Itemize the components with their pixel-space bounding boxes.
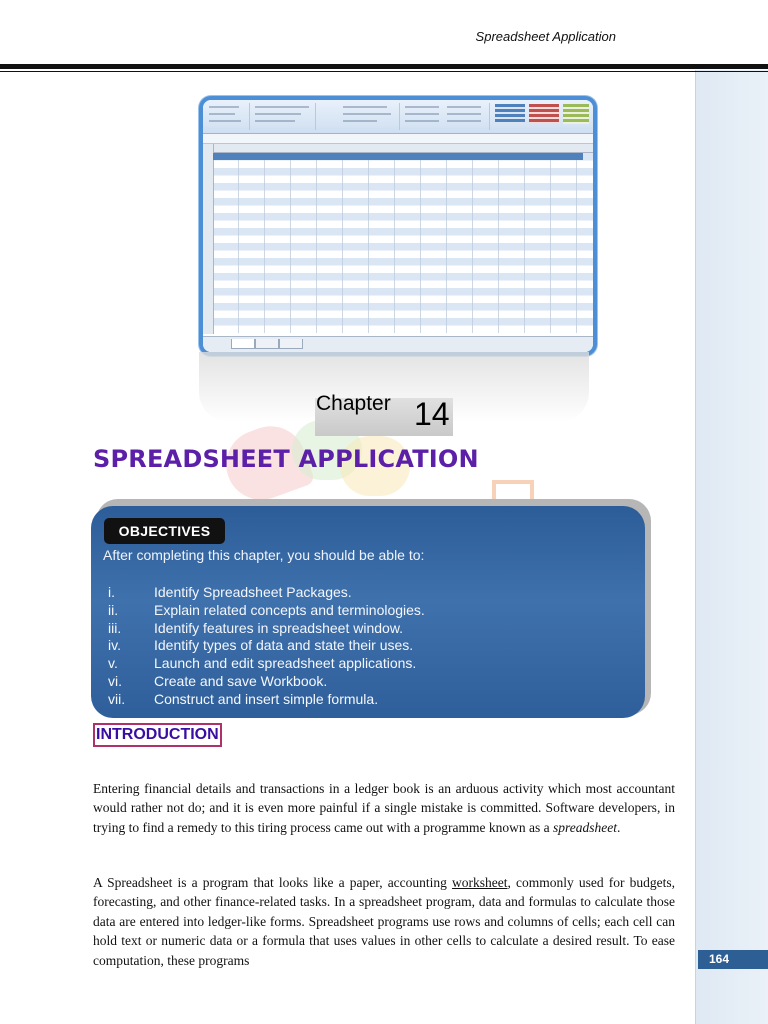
header-rule-thick bbox=[0, 64, 768, 69]
introduction-paragraph-1: Entering financial details and transactions in a ledger book is an arduous activity which most accountant would rather not do; and it is even more painful if a single mistake is committed. Software developers, in trying to find a remedy to this tiring process came out with a programme known as a spreadsheet. bbox=[93, 780, 675, 835]
objective-number: ii. bbox=[108, 601, 119, 618]
page-number: 164 bbox=[698, 950, 768, 969]
objective-number: iii. bbox=[108, 619, 122, 636]
objective-number: v. bbox=[108, 655, 118, 672]
running-header: Spreadsheet Application bbox=[475, 29, 616, 44]
objective-text: Launch and edit spreadsheet applications. bbox=[154, 655, 417, 672]
page-side-band bbox=[695, 70, 768, 1024]
column-header-illustration bbox=[213, 144, 593, 153]
introduction-heading: INTRODUCTION bbox=[93, 723, 222, 747]
formula-bar-illustration bbox=[203, 134, 593, 144]
emphasis-spreadsheet: spreadsheet bbox=[553, 819, 618, 835]
introduction-paragraph-2: A Spreadsheet is a program that looks like a paper, accounting worksheet, commonly used for budgets, forecasting, and other finance-related tasks. In a spreadsheet program, data and formulas to calculate those data are entered into ledger-like forms. Spreadsheet programs use rows and columns of cells; each cell can hold text or numeric data or a formula that uses values in other cells to calculate a desired result. To ease computation, these programs bbox=[93, 874, 675, 968]
objectives-label: OBJECTIVES bbox=[104, 518, 225, 544]
objective-text: Construct and insert simple formula. bbox=[154, 690, 379, 707]
header-rule-thin bbox=[0, 71, 768, 72]
objective-text: Identify types of data and state their uses. bbox=[154, 637, 414, 654]
sheet-tabs-illustration bbox=[203, 336, 593, 353]
objective-text: Identify features in spreadsheet window. bbox=[154, 619, 404, 636]
ribbon-illustration bbox=[203, 100, 593, 134]
worksheet-link[interactable]: worksheet bbox=[452, 874, 508, 890]
objective-item bbox=[108, 602, 425, 620]
chapter-word: Chapter bbox=[316, 392, 391, 415]
objective-text: Identify Spreadsheet Packages. bbox=[154, 584, 352, 600]
objective-item bbox=[108, 637, 425, 655]
objectives-intro: After completing this chapter, you should be able to: bbox=[103, 547, 425, 563]
chapter-title: SPREADSHEET APPLICATION bbox=[93, 445, 479, 473]
objective-item bbox=[108, 655, 425, 673]
objective-number: vi. bbox=[108, 672, 122, 689]
objective-number: vii. bbox=[108, 690, 126, 707]
objective-number: i. bbox=[108, 584, 115, 600]
objective-item bbox=[108, 584, 425, 602]
objective-number: iv. bbox=[108, 637, 121, 654]
spreadsheet-screenshot-image bbox=[199, 96, 597, 356]
row-header-illustration bbox=[203, 144, 214, 334]
objective-text: Explain related concepts and terminologies. bbox=[154, 601, 425, 618]
objective-text: Create and save Workbook. bbox=[154, 672, 328, 689]
objective-item bbox=[108, 673, 425, 691]
table-header-illustration bbox=[213, 153, 583, 160]
objective-item bbox=[108, 691, 425, 709]
chapter-number: 14 bbox=[414, 396, 450, 432]
objective-item bbox=[108, 620, 425, 638]
objectives-list bbox=[108, 584, 425, 709]
